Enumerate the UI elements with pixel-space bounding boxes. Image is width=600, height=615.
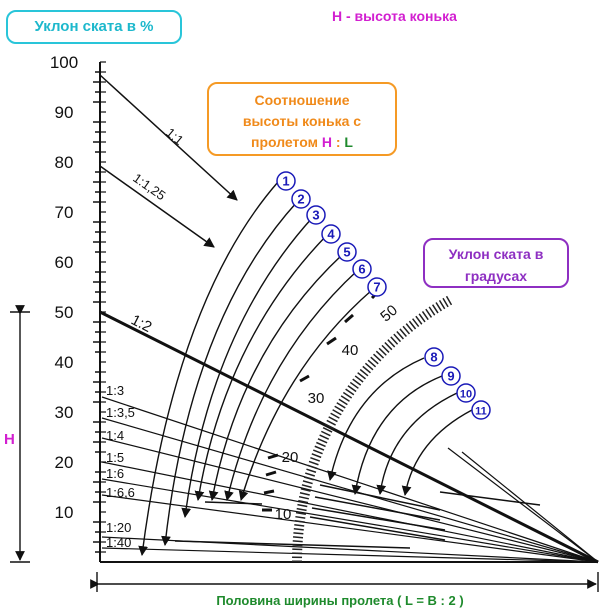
ratio-label-1-3: 1:3 [106,383,125,398]
marker-9 [442,367,460,385]
marker-label: 2 [297,191,305,207]
ratio-box-l: L [344,134,353,150]
marker-label: 1 [282,173,290,189]
marker-6 [353,260,371,278]
degree-label: 10 [274,506,292,523]
degree-label: 40 [341,342,359,359]
half-span-caption: Половина ширины пролета ( L = B : 2 ) [216,593,464,608]
degree-box-line1: Уклон ската в [448,246,544,262]
marker-7 [368,278,386,296]
degree-label: 20 [281,449,299,466]
ratio-label-1-5: 1:5 [106,450,125,465]
ratio-label-1-3-5: 1:3,5 [106,405,135,420]
degree-label: 50 [377,301,401,326]
marker-label: 5 [343,244,351,260]
marker-label: 7 [373,279,381,295]
y-axis-ruler [50,53,106,562]
y-tick-label: 10 [54,503,74,522]
slope-percent-title: Уклон ската в % [6,10,182,44]
ratio-box-h: H [321,134,332,150]
y-tick-label: 70 [54,203,74,222]
ratio-box-line1: Соотношение [254,92,350,108]
marker-2 [292,190,310,208]
h-side-label: H [4,431,15,448]
ratio-box-line2: высоты конька с [242,113,362,129]
y-tick-label: 20 [54,453,74,472]
marker-label: 11 [475,405,487,418]
degree-label: 30 [307,390,325,407]
marker-label: 9 [447,368,455,384]
ratio-label-1-6-6: 1:6,6 [106,485,135,500]
degree-box-line2: градусах [464,268,528,284]
marker-label: 6 [358,261,366,277]
ridge-height-definition: H - высота конька [332,8,457,24]
ratio-box-prefix: пролетом [251,134,322,150]
ratio-label-1-20: 1:20 [106,520,132,535]
marker-1 [277,172,295,190]
marker-label: 8 [430,349,438,365]
ratio-box-line3 [209,132,395,153]
markers [277,172,490,419]
marker-5 [338,243,356,261]
y-tick-label: 30 [54,403,74,422]
y-tick-label: 40 [54,353,74,372]
ratio-label-1-40: 1:40 [106,535,132,550]
y-tick-label: 90 [54,103,74,122]
y-tick-label: 50 [54,303,74,322]
marker-label: 4 [327,226,335,242]
marker-8 [425,348,443,366]
l-dimension [97,572,598,592]
y-tick-label: 80 [54,153,74,172]
ratio-label-1-2: 1:2 [128,311,155,337]
marker-4 [322,225,340,243]
marker-10 [457,384,475,402]
y-tick-label: 60 [54,253,74,272]
ratio-box-sep: : [331,134,345,150]
y-tick-label: 100 [49,53,79,72]
ratio-label-1-1: 1:1 [163,124,187,148]
ratio-label-1-1-25: 1:1,25 [130,170,169,204]
ratio-label-1-6: 1:6 [106,466,125,481]
marker-label: 10 [459,388,473,401]
ratio-label-1-4: 1:4 [106,428,125,443]
degree-legend-box [423,238,569,288]
marker-3 [307,206,325,224]
marker-label: 3 [312,207,320,223]
marker-11 [472,401,490,419]
ratio-legend-box [207,82,397,156]
